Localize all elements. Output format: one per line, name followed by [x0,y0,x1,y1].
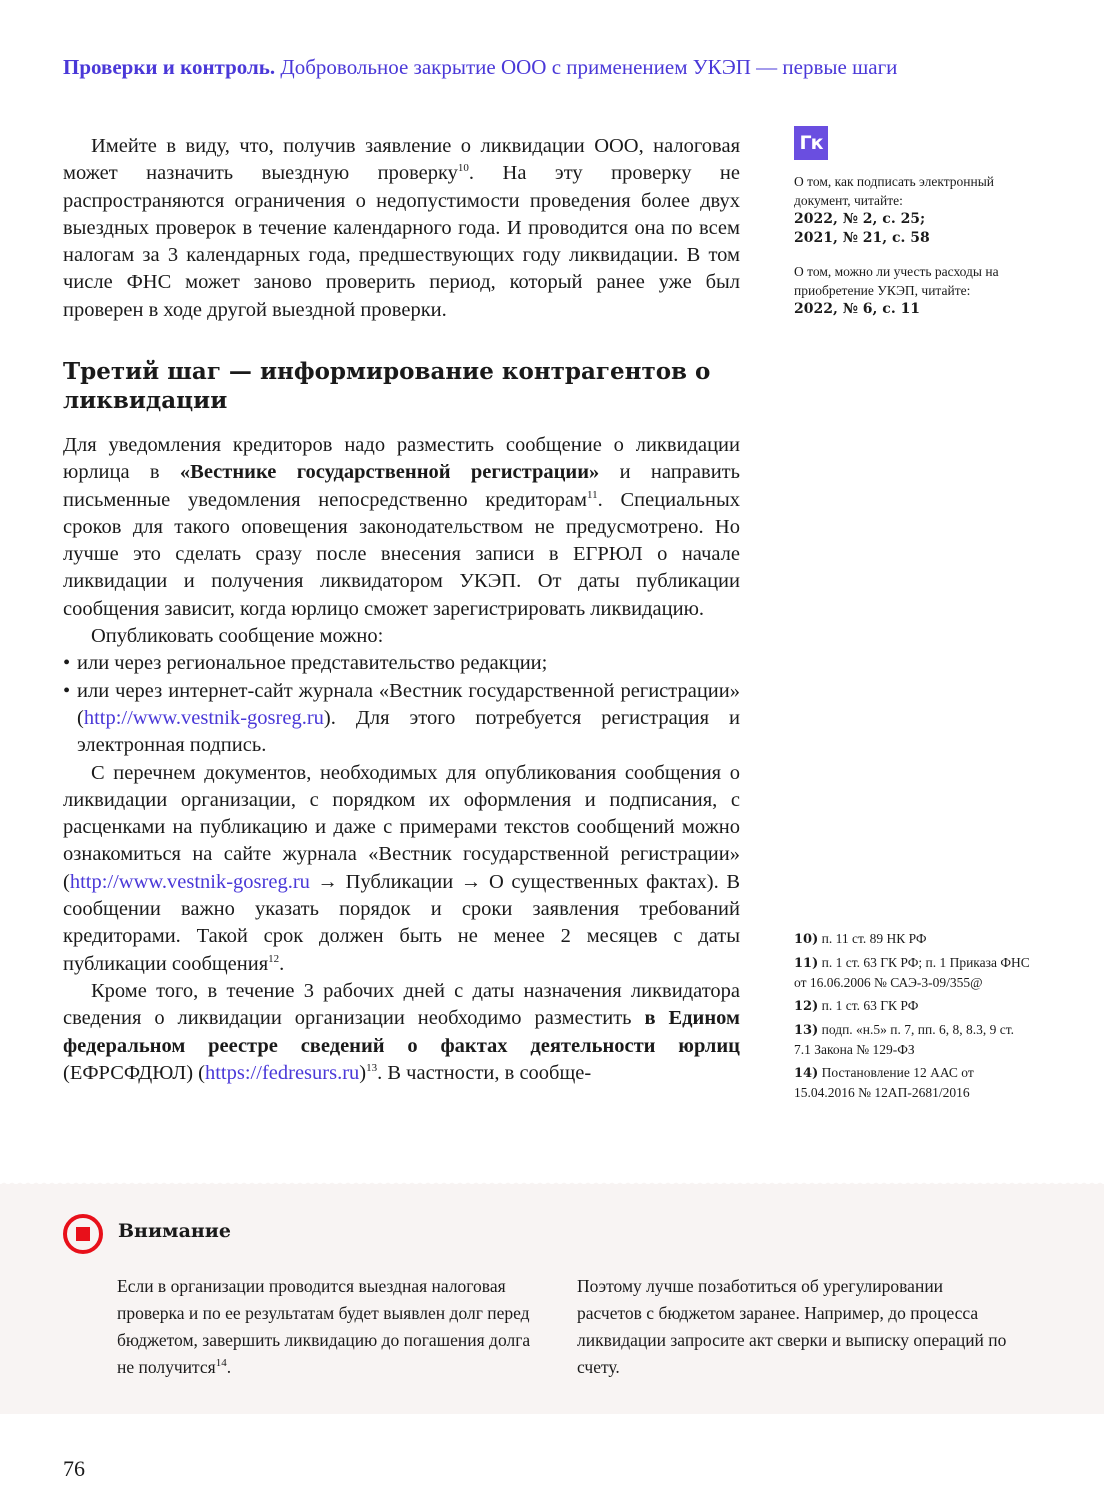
footnote-ref[interactable]: 12 [268,952,280,965]
footnote-text: подп. «н.5» п. 7, пп. 6, 8, 8.3, 9 ст. 7.1 Закона № 129-ФЗ [794,1022,1014,1057]
sidebar-reference[interactable]: 2022, № 2, с. 25; [794,211,926,227]
footnote-text: п. 1 ст. 63 ГК РФ; п. 1 Приказа ФНС от 16.06.2006 № САЭ-3-09/355@ [794,955,1030,990]
sidebar-note: О том, можно ли учесть расходы на приобретение УКЭП, читайте: [794,264,999,298]
text: . Специальных сроков для такого оповещения законодательством не предусмотрено. Но лучше это сделать сразу после внесения записи в ЕГРЮЛ о начале ликвидации и получения ликвидатором УКЭП. От даты публикации сообщения зависит, когда юрлицо сможет зарегистрировать ликвидацию. [63,488,740,620]
footnote-number: 12) [794,999,819,1014]
footnote-text: п. 1 ст. 63 ГК РФ [818,998,919,1013]
footnote-ref[interactable]: 13 [366,1062,378,1074]
text: . [226,1357,232,1377]
gk-logo-icon: Гк [794,126,828,160]
text: Если в организации проводится выездная налоговая проверка и по ее результатам будет выявлен долг перед бюджетом, завершить ликвидацию до погашения долга не получится [117,1276,531,1377]
footnote [794,929,1034,949]
attention-text-right: Поэтому лучше позаботиться об урегулировании расчетов с бюджетом заранее. Например, до процесса ликвидации запросите акт сверки и выписку операций по счету. [577,1276,1007,1377]
text: . [279,952,285,975]
running-head-section: Проверки и контроль. [63,55,276,79]
text: . На эту проверку не распространяются ограничения о недопустимости проведения более двух выездных проверок в течение календарного года. И проводится она по всем налогам за 3 календарных года, предшествующих году ликвидации. В том числе ФНС может заново проверить период, который ранее уже был проверен в ходе другой выездной проверки. [63,162,740,321]
footnote [794,996,1034,1016]
section-title: Третий шаг — информирование контрагентов о ликвидации [63,358,711,414]
text: . В частности, в сообще- [377,1061,592,1084]
footnote-number: 11) [794,956,819,971]
attention-title: Внимание [118,1220,231,1242]
sidebar-reference[interactable]: 2021, № 21, с. 58 [794,230,930,246]
footnote-number: 10) [794,932,819,947]
text: (ЕФРСФДЮЛ) ( [63,1061,205,1084]
vestnik-link[interactable]: http://www.vestnik-gosreg.ru [69,870,310,893]
sidebar-note: О том, как подписать электронный документ, читайте: [794,174,995,208]
bold-text: «Вестнике государственной регистрации» [179,461,600,484]
page-number: 76 [63,1456,85,1481]
intro-paragraph [63,133,740,324]
sidebar [794,126,1034,319]
attention-box [0,1184,1104,1414]
footnote-number: 14) [794,1066,819,1081]
text: Имейте в виду, что, получив заявление о ликвидации ООО, налоговая может назначить выездную проверку [63,135,740,185]
footnote-ref[interactable]: 11 [587,488,598,501]
section-body [63,432,740,1087]
footnote [794,1020,1034,1059]
attention-text-left [117,1273,547,1381]
bold-text: в Едином федеральном реестре сведений о фактах деятельности юрлиц [63,1007,741,1057]
text: → Публикации → О существенных фактах). В сообщении важно указать порядок и сроки заявления требований кредиторами. Такой срок должен быть не менее 2 месяцев с даты публикации сообщения [63,870,740,975]
list-item [63,650,740,677]
running-head-title: Добровольное закрытие ООО с применением УКЭП — первые шаги [280,55,898,79]
text: и направить письменные уведомления непосредственно кредиторам [63,461,740,511]
vestnik-link[interactable]: http://www.vestnik-gosreg.ru [83,706,324,729]
sidebar-reference[interactable]: 2022, № 6, с. 11 [794,301,921,317]
text: Кроме того, в течение 3 рабочих дней с даты назначения ликвидатора сведения о ликвидации организации необходимо разместить [63,979,740,1030]
footnote-ref[interactable]: 10 [457,162,469,175]
text: Для уведомления кредиторов надо разместить сообщение о ликвидации юрлица в [63,434,740,484]
footnote-text: п. 11 ст. 89 НК РФ [818,931,927,946]
text: или через интернет-сайт журнала «Вестник государственной регистрации» ( [77,679,740,729]
paragraph: Опубликовать сообщение можно: [91,625,384,648]
footnotes [794,929,1034,1106]
footnote [794,953,1034,992]
footnote-number: 13) [794,1023,819,1038]
footnote-ref[interactable]: 14 [215,1357,227,1370]
fedresurs-link[interactable]: https://fedresurs.ru [204,1061,360,1084]
footnote [794,1063,1034,1102]
stop-warning-icon [63,1214,103,1254]
bullet-list [63,650,740,759]
list-item [63,678,740,760]
text: ). Для этого потребуется регистрация и электронная подпись. [77,706,740,757]
running-head [63,53,1043,81]
text: ) [359,1061,367,1084]
text: или через региональное представительство редакции; [77,652,548,675]
footnote-text: Постановление 12 ААС от 15.04.2016 № 12АП-2681/2016 [794,1065,974,1100]
text: С перечнем документов, необходимых для опубликования сообщения о ликвидации организации, с порядком их оформления и подписания, с расценками на публикацию и даже с примерами текстов сообщений можно ознакомиться на сайте журнала «Вестник государственной регистрации» ( [63,761,740,893]
